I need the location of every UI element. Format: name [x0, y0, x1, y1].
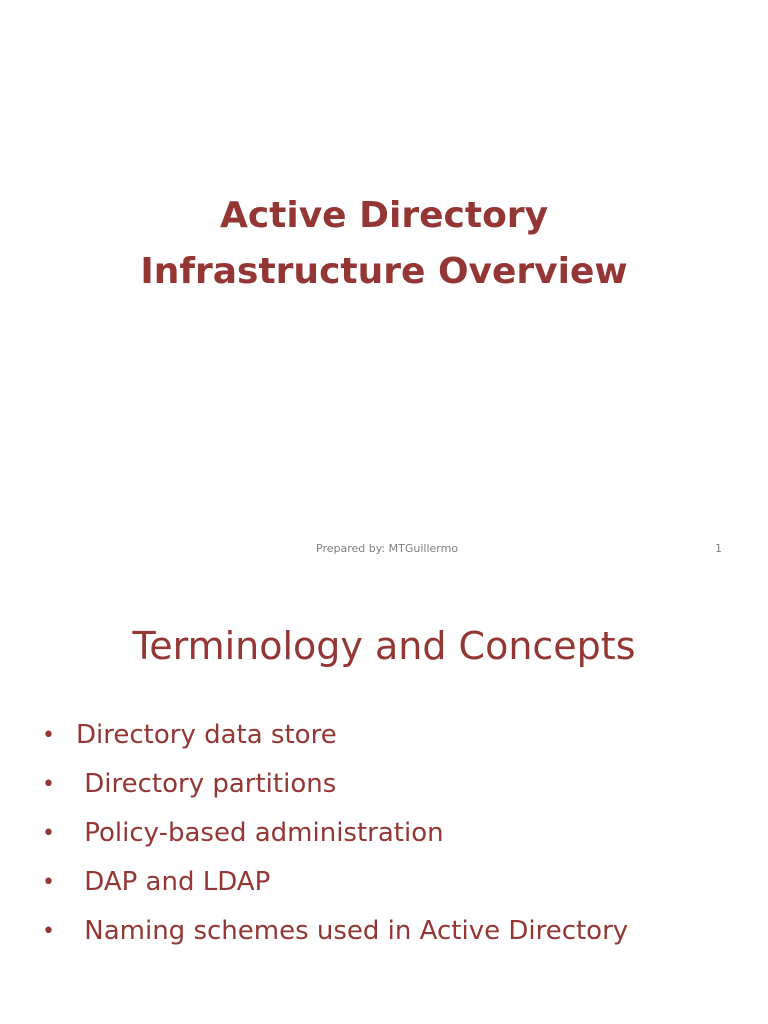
- list-item: [42, 907, 628, 956]
- slide-number: 1: [715, 542, 722, 555]
- bullet-text: Policy-based administration: [76, 818, 444, 848]
- footer-author: Prepared by: MTGuillermo: [316, 542, 459, 555]
- bullet-icon: •: [42, 870, 55, 895]
- bullet-icon: •: [42, 772, 55, 797]
- list-item: [42, 858, 628, 907]
- bullet-icon: •: [42, 821, 55, 846]
- bullet-icon: •: [42, 919, 55, 944]
- bullet-text: Naming schemes used in Active Directory: [76, 916, 629, 946]
- title-line-1: Active Directory: [219, 195, 549, 236]
- bullet-text: Directory data store: [76, 720, 337, 750]
- bullet-text: Directory partitions: [76, 769, 337, 799]
- list-item: [42, 711, 628, 760]
- slide-title: Terminology and Concepts: [132, 624, 636, 668]
- list-item: [42, 760, 628, 809]
- list-item: [42, 809, 628, 858]
- title-line-2: Infrastructure Overview: [140, 251, 628, 292]
- bullet-list: [42, 711, 628, 956]
- bullet-icon: •: [42, 723, 55, 748]
- slide-title: [0, 188, 768, 300]
- content-slide: [0, 576, 768, 1024]
- bullet-text: DAP and LDAP: [76, 867, 271, 897]
